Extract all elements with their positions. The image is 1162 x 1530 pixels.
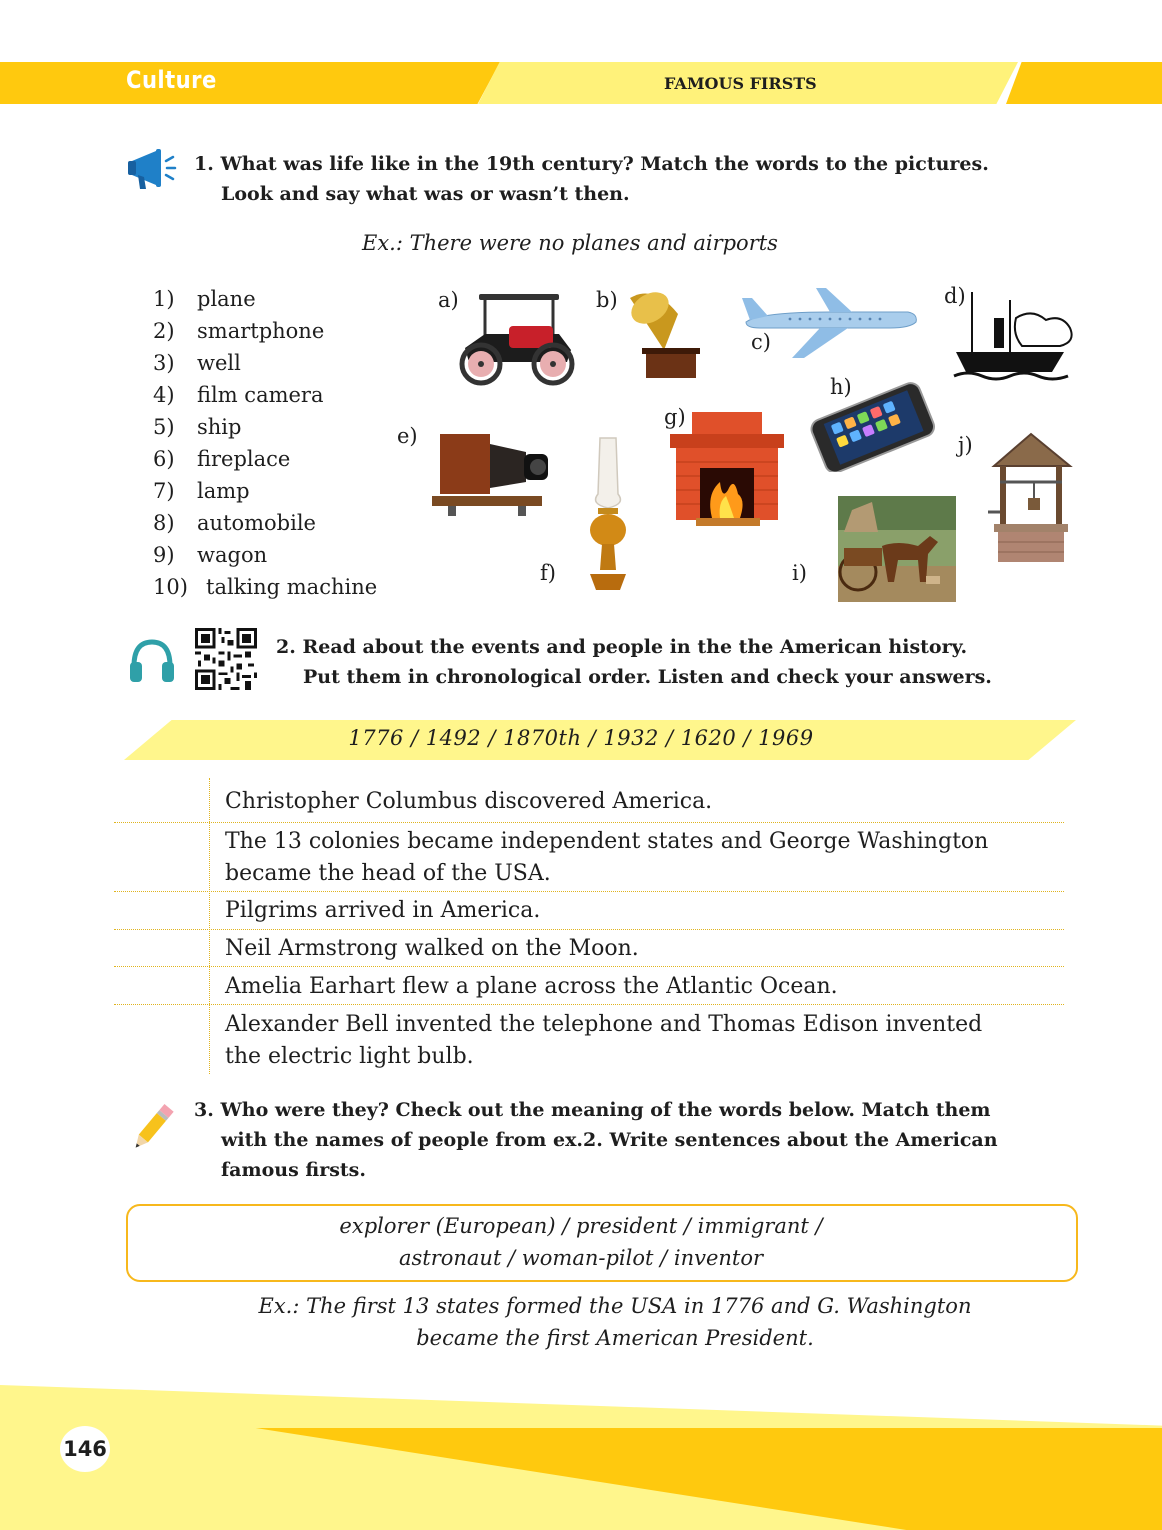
row-divider <box>114 929 1064 930</box>
film-camera-picture <box>428 426 558 518</box>
section-title: Culture <box>126 66 217 94</box>
horse-wagon-picture <box>838 496 956 602</box>
exercise-1-example: Ex.: There were no planes and airports <box>362 231 778 255</box>
list-item: 3) well <box>153 351 241 375</box>
ship-picture <box>952 290 1078 386</box>
event-inventions-line-1: Alexander Bell invented the telephone and Thomas Edison invented <box>225 1012 983 1037</box>
gramophone-picture <box>624 290 704 384</box>
exercise-1-instruction-line-1: 1. What was life like in the 19th century? Match the words to the pictures. <box>194 153 989 175</box>
word-box-line-1: explorer (European) / president / immigrant / <box>339 1214 823 1238</box>
plane-picture <box>740 284 920 362</box>
picture-label-b: b) <box>596 288 618 312</box>
event-independence-line-1: The 13 colonies became independent states and George Washington <box>225 829 989 854</box>
pencil-icon <box>128 1100 178 1154</box>
picture-label-h: h) <box>830 375 852 399</box>
list-item: 4) film camera <box>153 383 324 407</box>
list-item: 7) lamp <box>153 479 250 503</box>
event-pilgrims: Pilgrims arrived in America. <box>225 898 541 923</box>
picture-label-c: c) <box>751 330 771 354</box>
list-item: 6) fireplace <box>153 447 291 471</box>
row-divider <box>114 822 1064 823</box>
exercise-3-example-line-1: Ex.: The first 13 states formed the USA in 1776 and G. Washington <box>258 1294 972 1318</box>
exercise-1-instruction-line-2: Look and say what was or wasn’t then. <box>221 183 630 205</box>
event-columbus: Christopher Columbus discovered America. <box>225 789 713 814</box>
exercise-3-instruction-line-3: famous firsts. <box>221 1159 366 1181</box>
picture-label-i: i) <box>792 561 807 585</box>
event-armstrong: Neil Armstrong walked on the Moon. <box>225 936 639 961</box>
list-item: 8) automobile <box>153 511 316 535</box>
fireplace-picture <box>666 410 788 530</box>
picture-label-g: g) <box>664 405 686 429</box>
word-box-line-2: astronaut / woman-pilot / inventor <box>398 1246 764 1270</box>
years-list: 1776 / 1492 / 1870th / 1932 / 1620 / 1969 <box>348 726 814 750</box>
headphones-icon <box>126 636 178 684</box>
row-divider <box>114 1004 1064 1005</box>
list-item: 10) talking machine <box>153 575 378 599</box>
list-item: 1) plane <box>153 287 256 311</box>
megaphone-icon <box>126 145 178 193</box>
list-item: 5) ship <box>153 415 242 439</box>
page-number: 146 <box>60 1426 110 1472</box>
exercise-2-instruction-line-2: Put them in chronological order. Listen and check your answers. <box>303 666 992 688</box>
exercise-2-instruction-line-1: 2. Read about the events and people in the the American history. <box>276 636 968 658</box>
exercise-3-example-line-2: became the first American President. <box>416 1326 814 1350</box>
automobile-picture <box>455 290 579 386</box>
exercise-3-instruction-line-1: 3. Who were they? Check out the meaning of the words below. Match them <box>194 1099 991 1121</box>
topic-title: FAMOUS FIRSTS <box>664 74 817 93</box>
oil-lamp-picture <box>580 434 636 596</box>
smartphone-picture <box>804 380 940 472</box>
picture-label-d: d) <box>944 284 966 308</box>
picture-label-e: e) <box>397 424 418 448</box>
well-picture <box>986 432 1076 564</box>
row-divider <box>114 966 1064 967</box>
picture-label-a: a) <box>438 288 459 312</box>
picture-label-j: j) <box>958 433 973 457</box>
list-item: 2) smartphone <box>153 319 325 343</box>
row-divider <box>114 891 1064 892</box>
word-list <box>153 283 377 603</box>
header-band-left <box>0 62 500 104</box>
list-item: 9) wagon <box>153 543 268 567</box>
header-band-right <box>1006 62 1162 104</box>
qr-code <box>195 628 257 690</box>
exercise-3-instruction-line-2: with the names of people from ex.2. Write sentences about the American <box>221 1129 998 1151</box>
event-independence-line-2: became the head of the USA. <box>225 861 551 886</box>
event-inventions-line-2: the electric light bulb. <box>225 1044 474 1069</box>
event-earhart: Amelia Earhart flew a plane across the Atlantic Ocean. <box>225 974 838 999</box>
picture-label-f: f) <box>540 561 556 585</box>
